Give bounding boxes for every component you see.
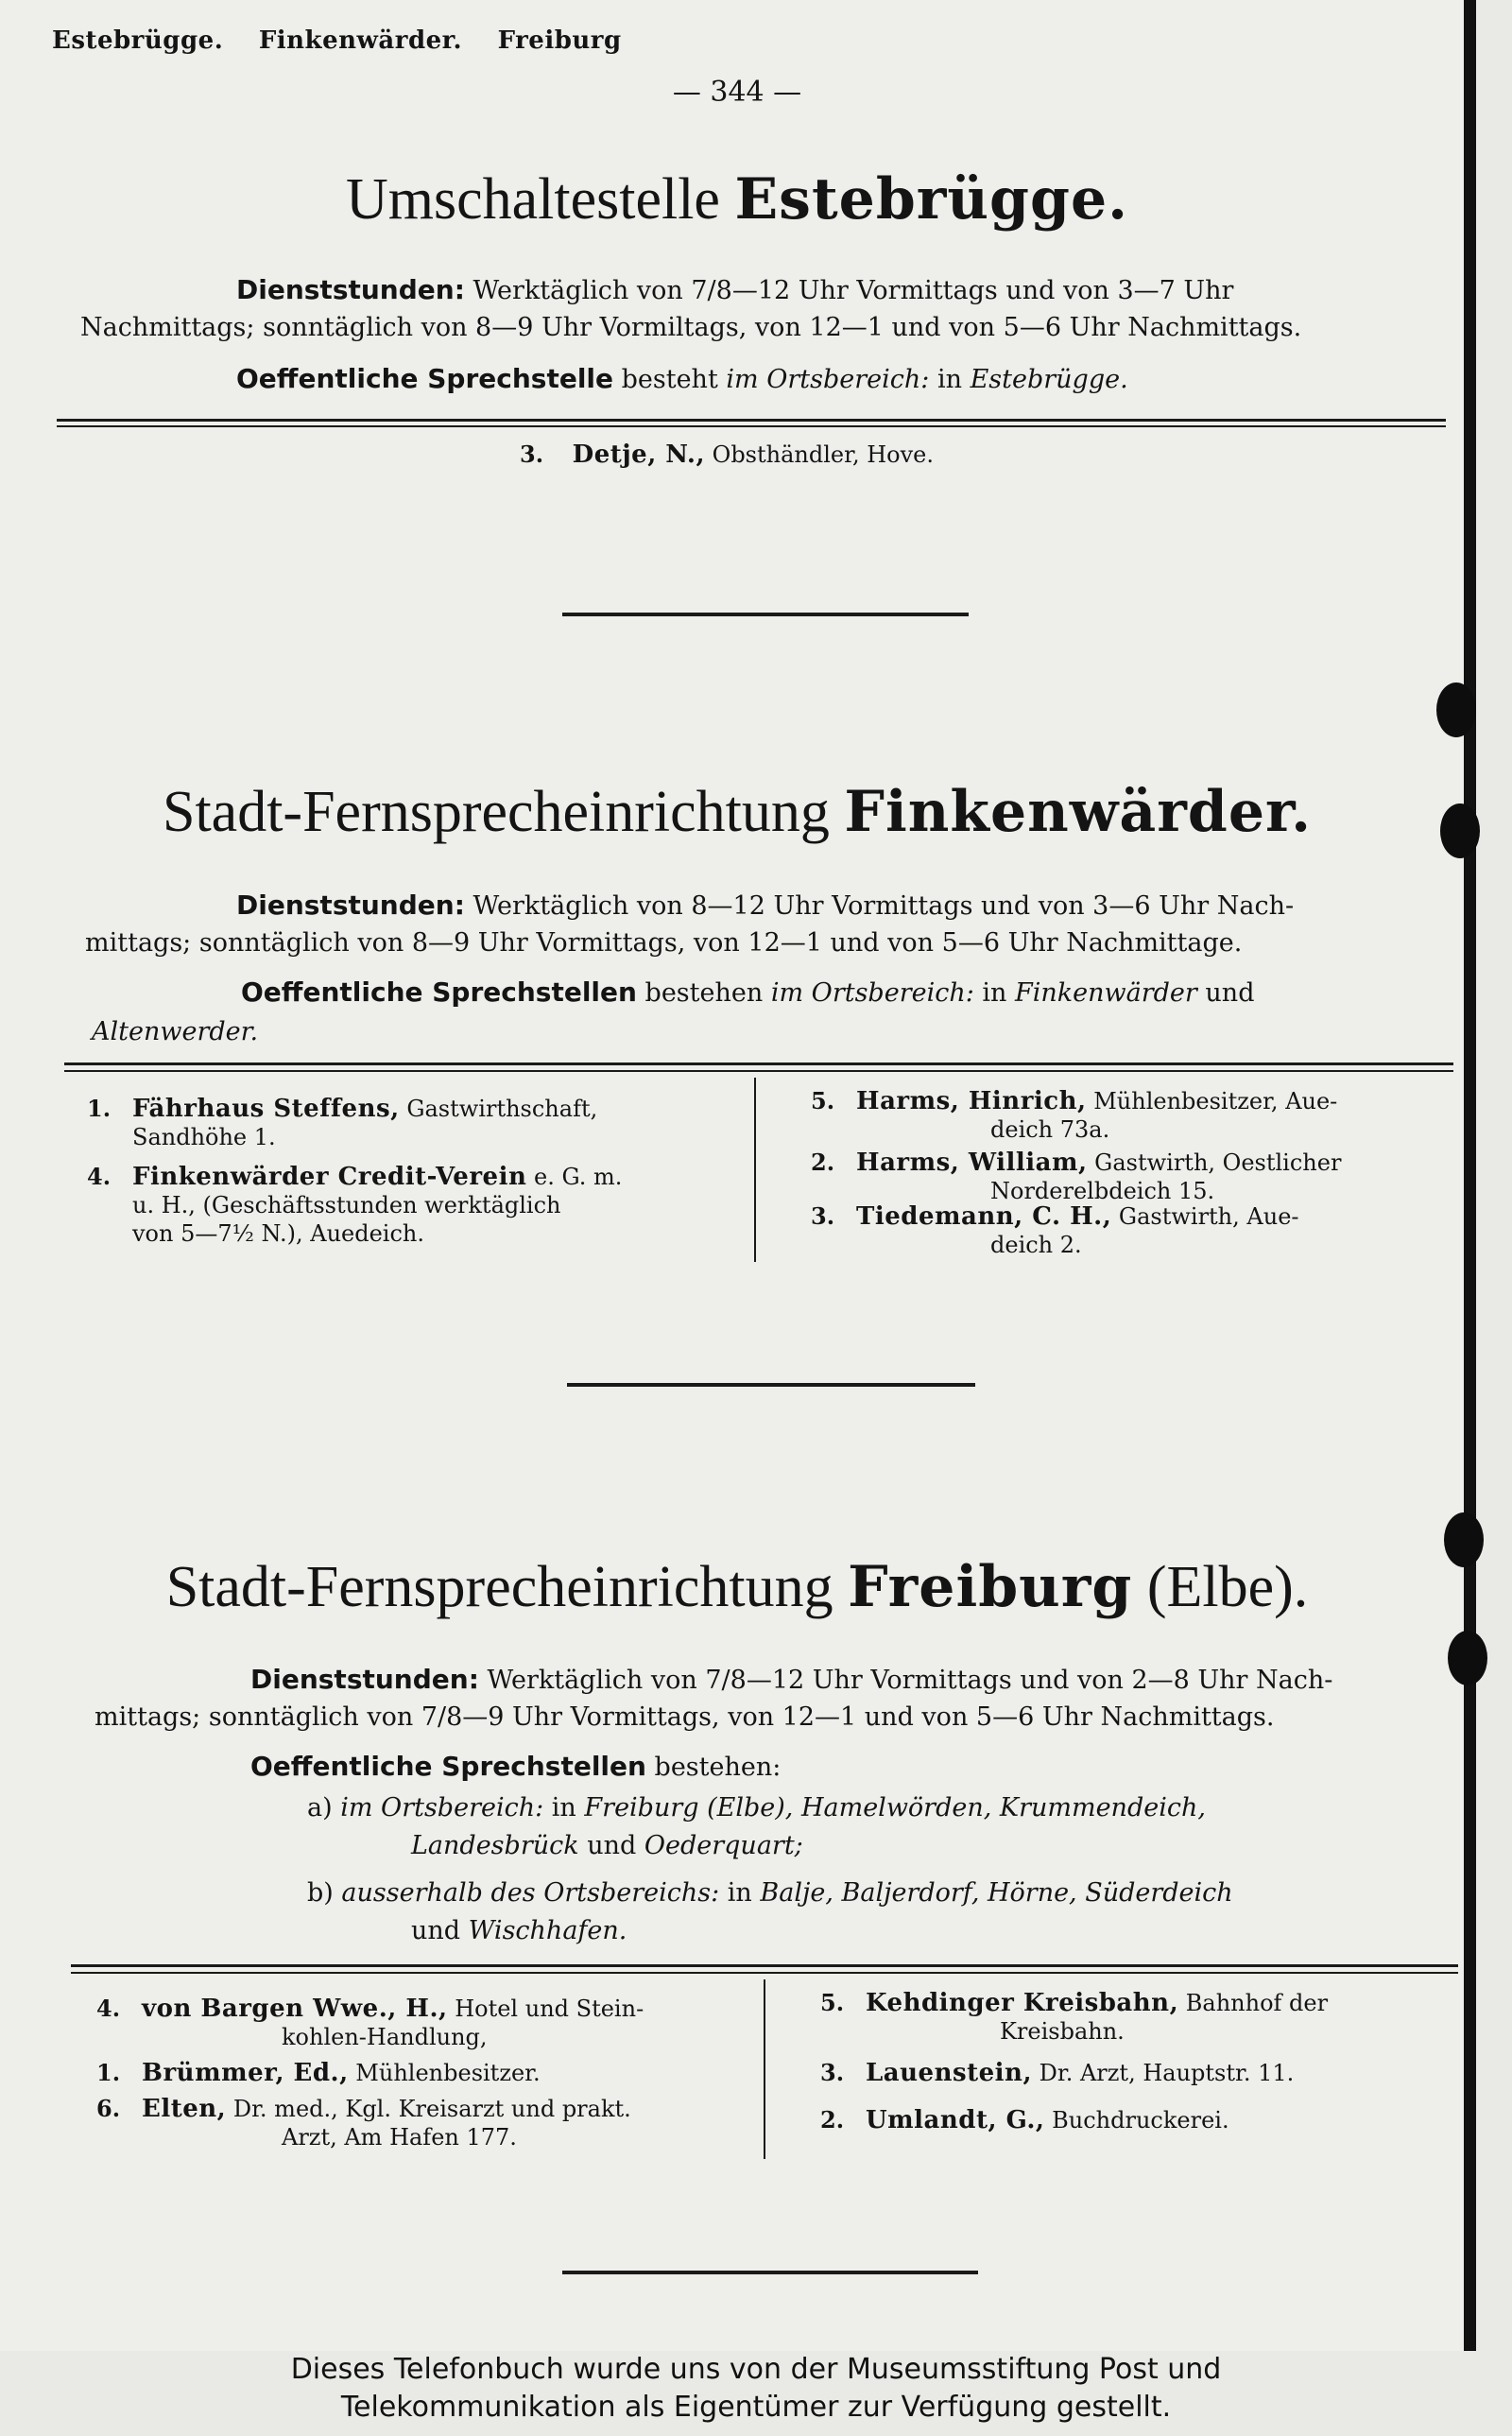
- listing-entry: 5. Kehdinger Kreisbahn, Bahnhof der Kreisbahn.: [820, 1989, 1329, 2045]
- hours-estebruegge: [80, 271, 1432, 404]
- hours-finkenwaerder: Dienststunden: Werktäglich von 8—12 Uhr Vormittags und von 3—6 Uhr Nach- mittags; sonntäglich von 8—9 Uhr Vormittags, von 12—1 und von 5—6 Uhr Nachmittage. Oeffentliche Sprechstellen bestehen im Ortsbereich: in Finkenwärder und Altenwerder.: [85, 890, 1295, 1046]
- listing-entry: 4. von Bargen Wwe., H., Hotel und Stein- kohlen-Handlung,: [96, 1995, 644, 2050]
- hours-text-1: Werktäglich von 7/8—12 Uhr Vormittags und von 3—7 Uhr: [472, 276, 1234, 305]
- section-title-finkenwaerder: Stadt-Fernsprecheinrichtung Finkenwärder.: [162, 779, 1313, 845]
- section-separator: [567, 1383, 975, 1387]
- column-divider: [764, 1979, 765, 2159]
- running-head-finkenwaerder: Finkenwärder.: [258, 26, 463, 55]
- listing-entry: 4. Finkenwärder Credit-Verein e. G. m. u. H., (Geschäftsstunden werktäglich von 5—7½ N.), Auedeich.: [87, 1163, 623, 1247]
- section-title-freiburg: Stadt-Fernsprecheinrichtung Freiburg (Elbe).: [165, 1554, 1309, 1620]
- column-divider: [754, 1078, 756, 1262]
- binding-hole: [1444, 1512, 1484, 1567]
- binding-hole: [1436, 682, 1476, 737]
- page-number: — 344 —: [672, 76, 802, 109]
- listing-entry: 5. Harms, Hinrich, Mühlenbesitzer, Aue- deich 73a.: [811, 1087, 1338, 1143]
- listing-entry: 2. Harms, William, Gastwirth, Oestlicher Norderelbdeich 15.: [811, 1149, 1342, 1204]
- listing-entry: 3. Tiedemann, C. H., Gastwirth, Aue- deich 2.: [811, 1202, 1299, 1258]
- archive-notice-line1: Dieses Telefonbuch wurde uns von der Museumsstiftung Post und: [290, 2353, 1222, 2386]
- rule-top-thin: [57, 425, 1446, 427]
- public-phones-freiburg: Oeffentliche Sprechstellen bestehen:: [250, 1751, 782, 1782]
- listing-entry: 1. Brümmer, Ed., Mühlenbesitzer.: [96, 2059, 541, 2087]
- rule-top: [57, 419, 1446, 422]
- binding-hole: [1440, 803, 1480, 858]
- binding-spine: [1464, 0, 1476, 2351]
- section-separator: [562, 2271, 978, 2274]
- listing-entry: 3. Lauenstein, Dr. Arzt, Hauptstr. 11.: [820, 2059, 1295, 2087]
- listing-entry: 1. Fährhaus Steffens, Gastwirthschaft, Sandhöhe 1.: [87, 1095, 598, 1150]
- public-phones-finkenwaerder: Oeffentliche Sprechstellen bestehen im Ortsbereich: in Finkenwärder und: [241, 976, 1255, 1008]
- public-phones-a: a) im Ortsbereich: in Freiburg (Elbe), Hamelwörden, Krummendeich,: [307, 1793, 1206, 1823]
- archive-notice: [0, 2351, 1512, 2436]
- binding-hole: [1448, 1631, 1487, 1685]
- running-head-freiburg: Freiburg: [497, 26, 622, 55]
- listing-entry: 3. Detje, N., Obsthändler, Hove.: [520, 441, 934, 469]
- listing-entry: 2. Umlandt, G., Buchdruckerei.: [820, 2106, 1229, 2134]
- hours-text-2: Nachmittags; sonntäglich von 8—9 Uhr Vormiltags, von 12—1 und von 5—6 Uhr Nachmittags.: [80, 313, 1302, 342]
- section-title-estebruegge: Umschaltestelle Estebrügge.: [345, 166, 1129, 233]
- archive-notice-line2: Telekommunikation als Eigentümer zur Verfügung gestellt.: [340, 2391, 1172, 2424]
- public-phones-b: b) ausserhalb des Ortsbereichs: in Balje, Baljerdorf, Hörne, Süderdeich: [307, 1878, 1233, 1908]
- running-head-estebruegge: Estebrügge.: [52, 26, 224, 55]
- rule-finkenwaerder: [64, 1063, 1453, 1065]
- listing-entry: 6. Elten, Dr. med., Kgl. Kreisarzt und prakt. Arzt, Am Hafen 177.: [96, 2095, 631, 2151]
- rule-freiburg: [71, 1964, 1458, 1967]
- hours-freiburg: Dienststunden: Werktäglich von 7/8—12 Uhr Vormittags und von 2—8 Uhr Nach- mittags; sonntäglich von 7/8—9 Uhr Vormittags, von 12—1 und von 5—6 Uhr Nachmittags. Oeffentliche Sprechstellen bestehen: a) im Ortsbereich: in Freiburg (Elbe), Hamelwörden, Krummendeich, Landesbrück und Oederquart; b) ausserhalb des Ortsbereichs: in Balje, Baljerdorf, Hörne, Süderdeich und Wischhafen.: [94, 1664, 1333, 1945]
- hours-label: Dienststunden:: [236, 274, 465, 305]
- running-head: [52, 26, 648, 55]
- public-phone-estebruegge: Oeffentliche Sprechstelle besteht im Ortsbereich: in Estebrügge.: [236, 363, 1128, 394]
- section-separator: [562, 613, 969, 616]
